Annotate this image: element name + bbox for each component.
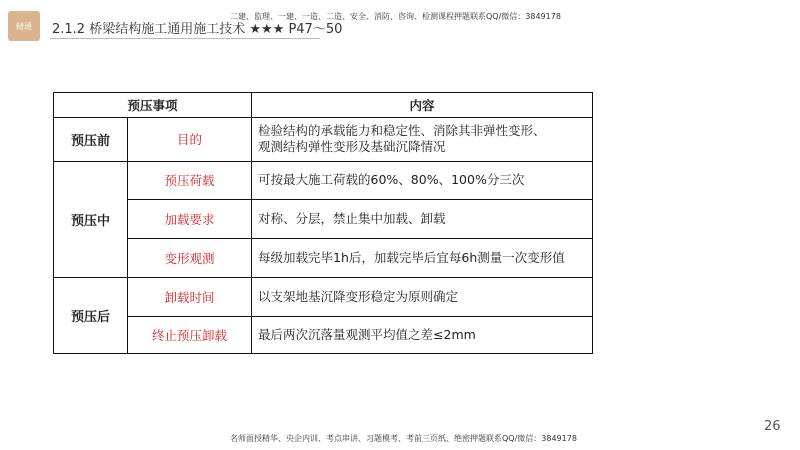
table-row <box>54 316 593 353</box>
phase-cell: 预压中 <box>54 161 128 277</box>
table-row <box>54 118 593 162</box>
title-underline <box>50 38 320 39</box>
item-cell: 预压荷载 <box>128 161 252 199</box>
content-cell: 对称、分层，禁止集中加载、卸载 <box>252 200 593 238</box>
content-cell <box>252 118 593 162</box>
slide-title: 2.1.2 桥梁结构施工通用施工技术 ★★★ P47～50 <box>52 22 343 37</box>
content-cell: 以支架地基沉降变形稳定为原则确定 <box>252 278 593 316</box>
header-content: 内容 <box>252 93 593 118</box>
content-line: 观测结构弹性变形及基础沉降情况 <box>258 139 446 155</box>
page-number: 26 <box>764 419 781 434</box>
item-cell: 目的 <box>128 118 252 162</box>
content-cell: 可按最大施工荷载的60%、80%、100%分三次 <box>252 161 593 199</box>
header-item: 预压事项 <box>54 93 252 118</box>
table-row <box>54 161 593 199</box>
content-line: 检验结构的承载能力和稳定性、消除其非弹性变形、 <box>258 123 546 139</box>
content-cell: 最后两次沉落量观测平均值之差≤2mm <box>252 316 593 353</box>
table-row <box>54 200 593 238</box>
table-row <box>54 278 593 316</box>
item-cell: 终止预压卸载 <box>128 316 252 353</box>
preload-table <box>53 92 593 354</box>
phase-cell: 预压后 <box>54 278 128 354</box>
bottom-contact-banner: 名师面授精华、央企内训、考点串讲、习题模考、考前三页纸、绝密押题联系QQ/微信：3849178 <box>230 434 577 443</box>
item-cell: 卸载时间 <box>128 278 252 316</box>
brand-logo <box>8 11 40 41</box>
logo-text: 精通 <box>16 21 32 31</box>
top-contact-banner: 二建、监理、一建、一造、二造、安全、消防、咨询、检测课程押题联系QQ/微信：3849178 <box>230 12 561 21</box>
table-header-row <box>54 93 593 118</box>
content-cell: 每级加载完毕1h后，加载完毕后宜每6h测量一次变形值 <box>252 238 593 278</box>
table-row <box>54 238 593 278</box>
item-cell: 变形观测 <box>128 238 252 278</box>
item-cell: 加载要求 <box>128 200 252 238</box>
phase-cell: 预压前 <box>54 118 128 162</box>
